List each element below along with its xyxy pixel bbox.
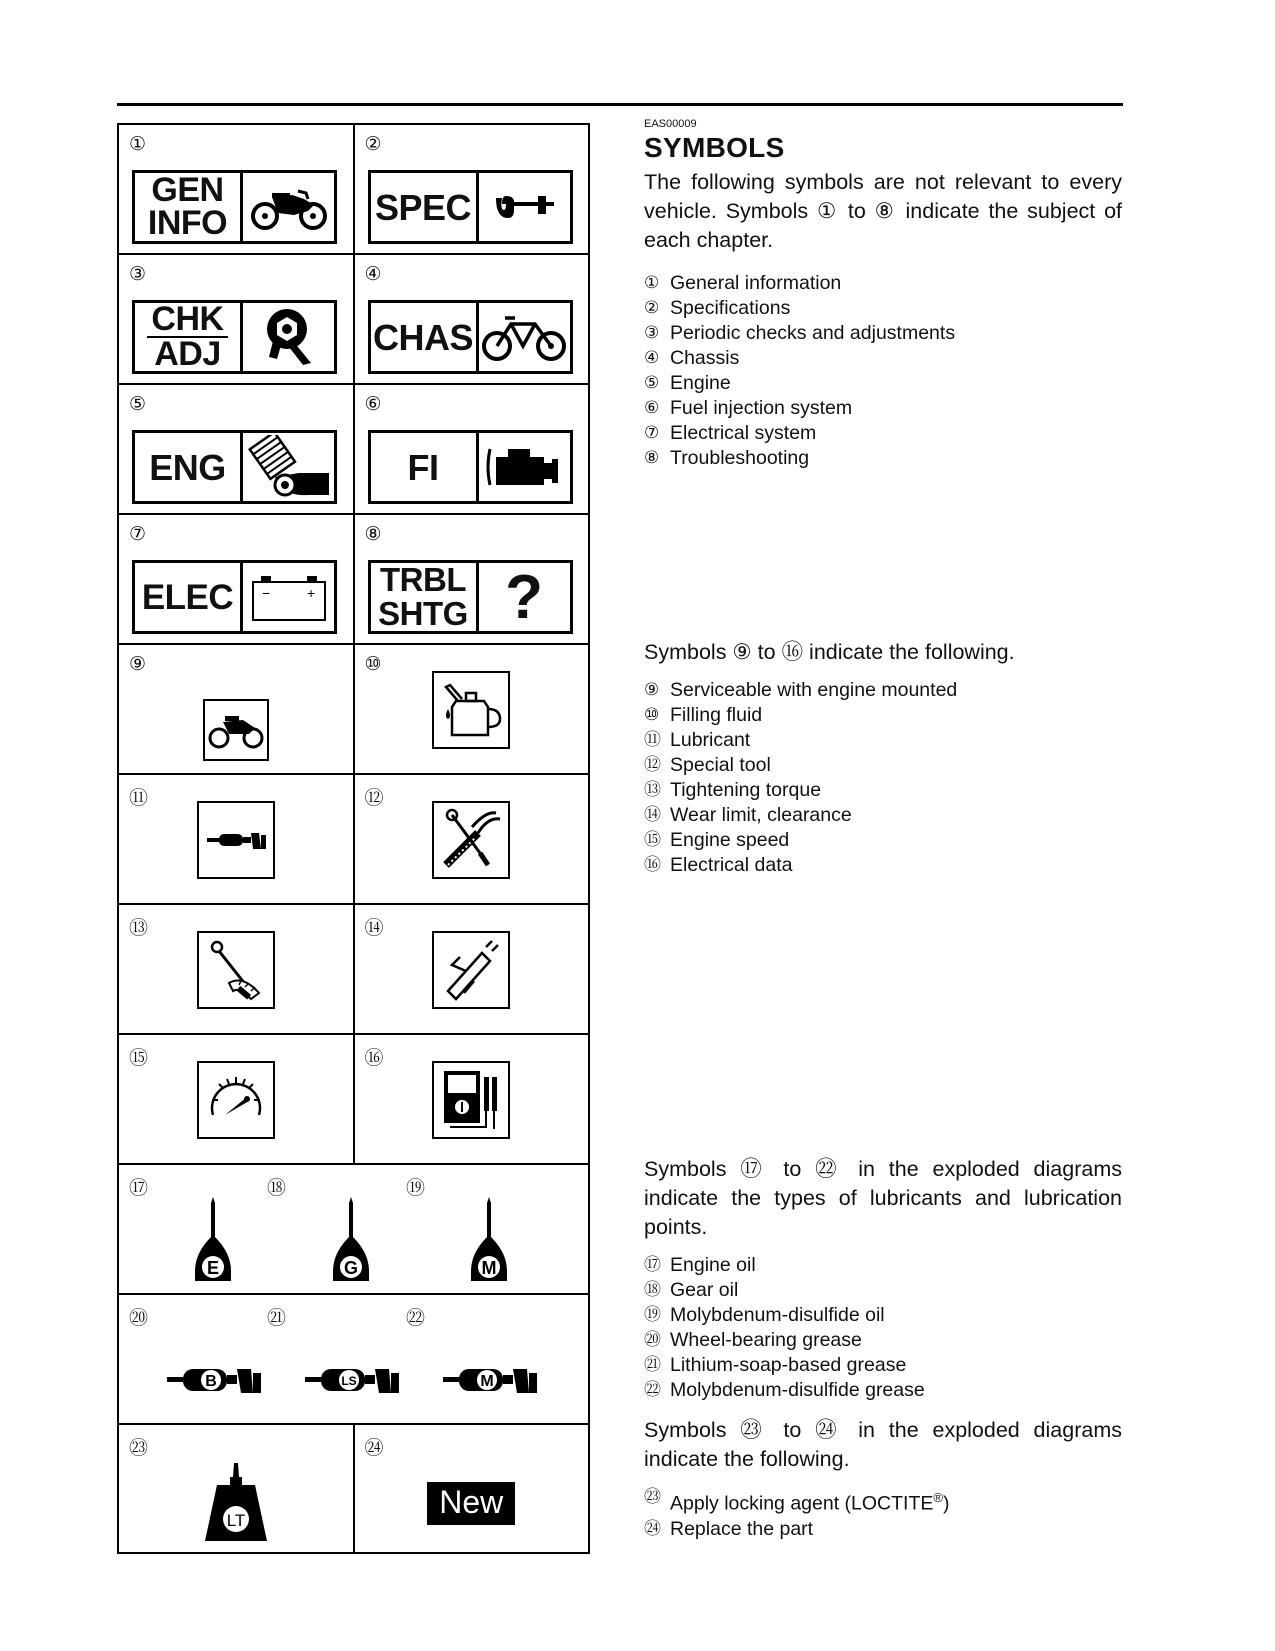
symbol-number: ⑫ [364,787,384,809]
grid-row [119,643,588,773]
list-item [644,703,1122,728]
list-item-text [670,371,731,396]
list-item-text [670,1353,906,1378]
badge-text: TRBL [380,561,466,598]
symbol-cell-15 [119,1035,353,1163]
badge-text: CHAS [372,316,473,358]
lithium-grease-icon [305,1365,401,1400]
symbol-cell-8 [353,515,589,643]
locking-agent-icon [203,1463,269,1548]
list-item-text [670,853,792,878]
grid-row [119,1423,588,1552]
molybdenum-oil-icon [469,1197,509,1288]
list-item-number: ⑤ [644,373,660,393]
symbol-cell-16 [353,1035,589,1163]
list-item-number: ③ [644,323,660,343]
doc-code: EAS00009 [644,118,697,130]
list-item [644,828,1122,853]
list-item [644,271,1122,296]
symbol-number: ⑪ [129,787,149,809]
list-item-text [670,1253,756,1278]
tachometer-icon [197,1061,275,1139]
list-item [644,396,1122,421]
symbol-cell-3 [119,255,353,383]
wrench-icon [479,173,570,241]
symbol-cell-9 [119,645,353,773]
list-item [644,678,1122,703]
list-item-label: Electrical data [670,854,793,876]
symbol-number: ⑳ [129,1307,149,1329]
section-paragraph: Symbols ⑨ to ⑯ indicate the following. [644,640,1015,664]
list-item [644,728,1122,753]
list-item-number: ⑯ [644,855,661,875]
symbol-number: ㉓ [129,1437,149,1459]
list-item [644,853,1122,878]
list-item [644,371,1122,396]
grease-gun-icon [197,801,275,879]
symbol-list [644,678,1122,878]
symbol-cell-10 [353,645,589,773]
symbol-grid [117,123,590,1554]
nut-wrench-icon [243,303,334,371]
symbol-number: ⑰ [129,1177,149,1199]
registered-mark: ® [933,1490,943,1505]
list-item-text [670,753,771,778]
list-item-text [670,1303,885,1328]
gear-oil-icon [331,1197,371,1288]
list-item-label: Molybdenum-disulfide oil [670,1304,885,1326]
list-item-number: ⑱ [644,1280,661,1300]
list-item [644,778,1122,803]
list-item-number: ㉒ [644,1380,661,1400]
list-item-label: Lubricant [670,729,751,751]
list-item-label: Troubleshooting [670,447,810,469]
list-item [644,1278,1122,1303]
list-item-tail: ) [942,1492,950,1515]
symbol-number: ⑮ [129,1047,149,1069]
list-item-label: Filling fluid [670,704,763,726]
section-paragraph: Symbols ㉓ to ㉔ in the exploded diagrams indicate the following. [644,1418,1122,1471]
list-item-label: Chassis [670,347,740,369]
grid-row [119,1293,588,1423]
list-item-number: ⑬ [644,780,661,800]
gen-info-badge [132,170,337,244]
list-item-label: Gear oil [670,1279,739,1301]
grid-row [119,1033,588,1163]
engine-cylinder-icon [243,433,334,501]
list-item-text [670,803,852,828]
list-item-number: ⑥ [644,398,660,418]
wheel-bearing-grease-icon [167,1365,263,1400]
list-item-text [670,346,739,371]
list-item [644,753,1122,778]
symbol-number: ⑱ [267,1177,287,1199]
list-item-text [670,728,750,753]
list-item [644,1353,1122,1378]
symbol-number: ⑭ [364,917,384,939]
symbol-number: ③ [129,263,147,285]
list-item-label: Tightening torque [670,779,822,801]
list-item [644,1378,1122,1403]
section-paragraph: Symbols ⑰ to ㉒ in the exploded diagrams indicate the types of lubricants and lubrication points. [644,1157,1122,1239]
badge-text: SHTG [378,595,468,632]
symbol-cell-12 [353,775,589,903]
list-item [644,803,1122,828]
symbol-number: ⑨ [129,653,147,675]
oil-can-icon [432,671,510,749]
symbol-list [644,1485,1122,1542]
symbol-cell-17-19 [119,1165,588,1293]
list-item-label: Lithium-soap-based grease [670,1354,907,1376]
list-item [644,1253,1122,1278]
list-item-text [670,321,955,346]
list-item-number: ⑦ [644,423,660,443]
list-item-label: Periodic checks and adjustments [670,322,956,344]
list-item-text [670,271,841,296]
list-item-text [670,1378,925,1403]
list-item-text [670,678,957,703]
list-item-text [670,1517,813,1542]
grid-row [119,903,588,1033]
special-tool-icon [432,801,510,879]
question-mark-icon: ? [505,562,543,632]
symbol-number: ⑬ [129,917,149,939]
symbol-cell-23 [119,1425,353,1552]
eng-badge [132,430,337,504]
list-item-text [670,396,852,421]
list-item-number: ⑳ [644,1330,661,1350]
list-item-text [670,446,809,471]
list-item-label: Engine oil [670,1254,756,1276]
molybdenum-grease-icon [443,1365,539,1400]
symbol-cell-14 [353,905,589,1033]
list-item [644,1303,1122,1328]
list-item-text [670,1485,949,1517]
symbol-number: ㉑ [267,1307,287,1329]
badge-text: CHK [147,303,227,338]
list-item-label: Engine [670,372,731,394]
list-item-text [670,703,762,728]
list-item-label: Serviceable with engine mounted [670,679,958,701]
oil-letter: E [206,1258,220,1278]
list-item-number: ④ [644,348,660,368]
list-item-label: Specifications [670,297,791,319]
symbol-number: ⑲ [406,1177,426,1199]
badge-text: GEN [151,171,224,209]
multimeter-icon [432,1061,510,1139]
symbol-list [644,1253,1122,1403]
chapter-symbol-list [644,271,1122,471]
list-item-label: Engine speed [670,829,790,851]
list-item-number: ⑪ [644,730,661,750]
list-item-number: ㉑ [644,1355,661,1375]
motorcycle-icon [243,173,334,241]
list-item-number: ⑮ [644,830,661,850]
list-item [644,421,1122,446]
list-item-text [670,1328,862,1353]
symbol-number: ② [364,133,382,155]
symbol-cell-20-22 [119,1295,588,1423]
battery-minus-label: − [261,585,270,601]
symbol-number: ① [129,133,147,155]
grid-row [119,1163,588,1293]
symbol-cell-2 [353,125,589,253]
symbol-number: ㉔ [364,1437,384,1459]
list-item-label: General information [670,272,842,294]
list-item-label: Apply locking agent (LOCTITE [670,1492,934,1515]
section-symbols-23-24 [644,1412,1122,1542]
battery-plus-label: + [306,585,315,601]
list-item-number: ㉓ [644,1487,661,1507]
symbol-cell-13 [119,905,353,1033]
oil-letter: G [343,1258,359,1278]
symbol-cell-24 [353,1425,589,1552]
list-item-number: ⑧ [644,448,660,468]
grid-row [119,253,588,383]
fi-badge [368,430,573,504]
symbol-cell-11 [119,775,353,903]
badge-text: ENG [149,446,226,488]
engine-block-icon [479,433,570,501]
grease-letter: B [205,1373,217,1390]
list-item-label: Electrical system [670,422,817,444]
list-item-number: ⑭ [644,805,661,825]
intro-paragraph: The following symbols are not relevant to every vehicle. Symbols ① to ⑧ indicate the subject of each chapter. [644,170,1122,252]
grease-letter: LS [341,1374,357,1388]
battery-icon [243,563,334,631]
list-item [644,296,1122,321]
list-item [644,321,1122,346]
spec-badge [368,170,573,244]
badge-text: SPEC [374,186,472,228]
grid-row [119,773,588,903]
list-item-label: Molybdenum-disulfide grease [670,1379,925,1401]
page-title: SYMBOLS [644,132,785,163]
list-item-text [670,778,821,803]
new-part-label: New [427,1482,515,1525]
grease-letter: M [480,1373,494,1390]
chas-badge [368,300,573,374]
symbol-cell-6 [353,385,589,513]
list-item-number: ㉔ [644,1518,661,1539]
list-item-text [670,421,816,446]
badge-text: FI [407,446,439,488]
grid-row [119,125,588,253]
oil-letter: M [481,1258,497,1278]
list-item [644,1485,1122,1517]
symbol-number: ⑥ [364,393,382,415]
symbol-cell-5 [119,385,353,513]
trbl-shtg-badge [368,560,573,634]
list-item [644,1328,1122,1353]
grid-row [119,513,588,643]
engine-oil-icon [193,1197,233,1288]
list-item-label: Wheel-bearing grease [670,1329,862,1351]
symbol-cell-1 [119,125,353,253]
list-item-text [670,296,790,321]
symbols-intro [644,118,1122,471]
section-symbols-17-22 [644,1151,1122,1403]
list-item-label: Fuel injection system [670,397,853,419]
frame-icon [479,303,570,371]
locking-letter: LT [226,1511,246,1530]
badge-text: INFO [147,204,228,242]
list-item [644,346,1122,371]
symbol-number: ㉒ [406,1307,426,1329]
symbol-number: ⑯ [364,1047,384,1069]
list-item-label: Wear limit, clearance [670,804,852,826]
list-item [644,446,1122,471]
symbol-number: ④ [364,263,382,285]
list-item-number: ② [644,298,660,318]
engine-mounted-icon [203,699,269,761]
badge-text: ELEC [141,577,234,617]
list-item-label: Replace the part [670,1517,814,1540]
elec-badge [132,560,337,634]
symbol-number: ⑤ [129,393,147,415]
top-rule [117,103,1123,106]
symbol-cell-7 [119,515,353,643]
chk-adj-badge [132,300,337,374]
list-item-number: ① [644,273,660,293]
symbol-number: ⑦ [129,523,147,545]
list-item-text [670,1278,738,1303]
list-item-number: ⑨ [644,680,660,700]
list-item-number: ⑲ [644,1305,661,1325]
list-item-label: Special tool [670,754,771,776]
section-symbols-9-16 [644,634,1122,878]
torque-wrench-icon [197,931,275,1009]
caliper-icon [432,931,510,1009]
list-item [644,1517,1122,1542]
symbol-number: ⑧ [364,523,382,545]
list-item-number: ⑩ [644,705,660,725]
list-item-number: ⑰ [644,1255,661,1275]
symbol-number: ⑩ [364,653,382,675]
list-item-text [670,828,789,853]
badge-text: ADJ [154,335,221,373]
symbol-cell-4 [353,255,589,383]
list-item-number: ⑫ [644,755,661,775]
grid-row [119,383,588,513]
